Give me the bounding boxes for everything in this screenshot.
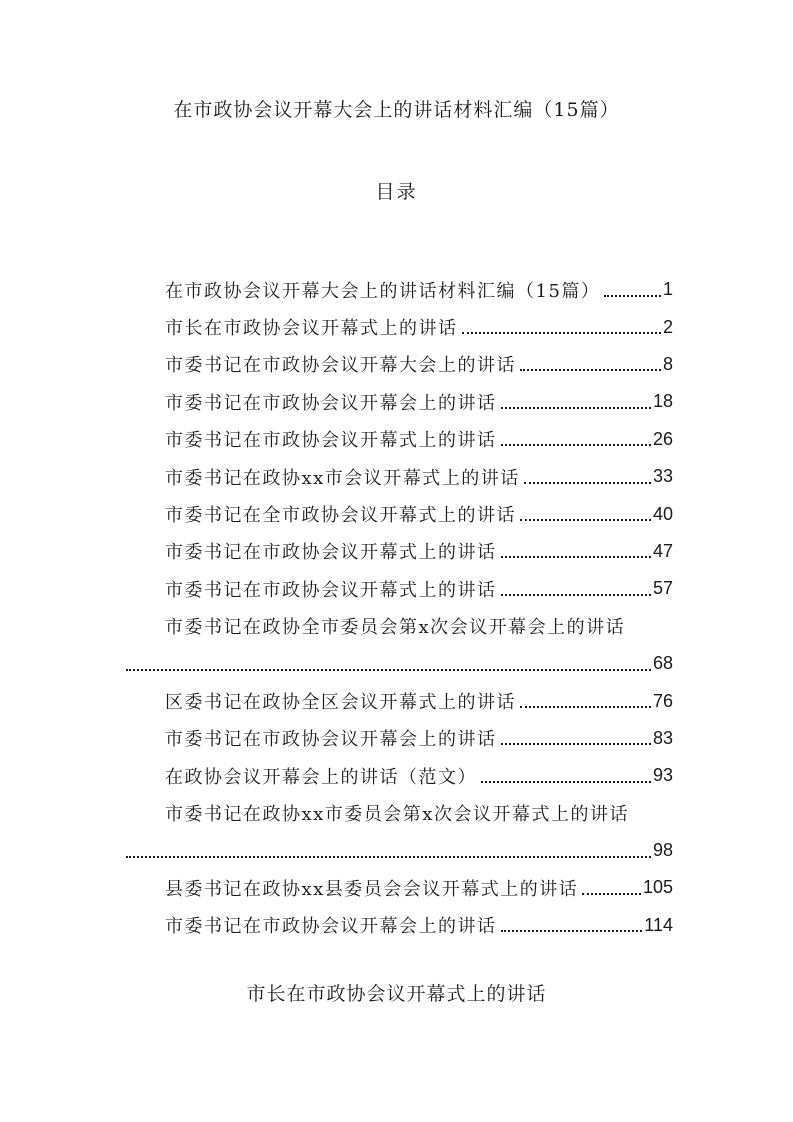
toc-entry[interactable] [122, 308, 673, 345]
toc-leader-dots [582, 893, 641, 895]
toc-entry[interactable] [122, 757, 673, 794]
toc-heading: 目录 [375, 181, 418, 203]
toc-leader-dots [501, 444, 651, 446]
toc-leader-dots [481, 781, 651, 783]
toc-entry-title: 市委书记在市政协会议开幕式上的讲话 [165, 579, 497, 601]
toc-leader-dots [520, 369, 661, 371]
toc-entry[interactable] [122, 421, 673, 458]
toc-leader-dots [520, 519, 651, 521]
toc-entry[interactable] [122, 383, 673, 420]
toc-entry-title: 市委书记在政协xx市委员会第x次会议开幕式上的讲话 [165, 804, 629, 826]
toc-page-number: 98 [652, 840, 673, 861]
toc-page-number: 114 [644, 914, 673, 935]
toc-entry-title: 县委书记在政协xx县委员会会议开幕式上的讲话 [165, 878, 579, 900]
toc-page-number: 47 [652, 540, 673, 561]
toc-page-number: 1 [662, 279, 673, 300]
toc-page-number: 33 [652, 466, 673, 487]
toc-leader-dots [604, 295, 661, 297]
table-of-contents [122, 271, 673, 944]
toc-leader-dots [126, 856, 651, 858]
toc-entry-title: 市委书记在市政协会议开幕式上的讲话 [165, 430, 497, 452]
toc-entry-title: 市委书记在政协xx市会议开幕式上的讲话 [165, 467, 520, 489]
toc-page-number: 40 [652, 503, 673, 524]
toc-entry[interactable] [122, 682, 673, 719]
toc-entry[interactable] [122, 608, 673, 683]
toc-leader-dots [524, 482, 651, 484]
toc-entry-title: 在政协会议开幕会上的讲话（范文） [165, 766, 477, 788]
toc-entry[interactable] [122, 570, 673, 607]
toc-entry[interactable] [122, 495, 673, 532]
toc-page-number: 8 [662, 353, 673, 374]
toc-page-number: 83 [652, 727, 673, 748]
section-heading: 市长在市政协会议开幕式上的讲话 [246, 983, 547, 1005]
toc-entry-title: 市委书记在全市政协会议开幕式上的讲话 [165, 505, 516, 527]
toc-leader-dots [126, 669, 651, 671]
toc-entry[interactable] [122, 869, 673, 906]
toc-entry[interactable] [122, 346, 673, 383]
toc-leader-dots [520, 706, 651, 708]
toc-entry[interactable] [122, 458, 673, 495]
toc-leader-dots [501, 743, 651, 745]
toc-page-number: 93 [652, 765, 673, 786]
document-title: 在市政协会议开幕大会上的讲话材料汇编（15篇） [173, 99, 620, 121]
toc-entry-title: 区委书记在政协全区会议开幕式上的讲话 [165, 692, 516, 713]
toc-entry[interactable] [122, 907, 673, 944]
toc-entry-title: 市委书记在市政协会议开幕大会上的讲话 [165, 355, 516, 377]
toc-entry-title: 市委书记在市政协会议开幕式上的讲话 [165, 542, 497, 564]
toc-page-number: 2 [662, 316, 673, 337]
toc-entry-title: 市委书记在市政协会议开幕会上的讲话 [165, 729, 497, 751]
toc-leader-dots [501, 556, 651, 558]
toc-page-number: 57 [652, 578, 673, 599]
toc-entry[interactable] [122, 794, 673, 869]
toc-entry-title: 市委书记在市政协会议开幕会上的讲话 [165, 392, 497, 414]
toc-entry[interactable] [122, 271, 673, 308]
toc-page-number: 18 [652, 391, 673, 412]
toc-page-number: 105 [642, 877, 673, 898]
toc-leader-dots [501, 594, 651, 596]
toc-leader-dots [501, 407, 651, 409]
toc-entry-title: 市委书记在政协全市委员会第x次会议开幕会上的讲话 [165, 617, 626, 639]
toc-page-number: 76 [652, 690, 673, 711]
toc-page-number: 68 [652, 653, 673, 674]
toc-entry-title: 市委书记在市政协会议开幕会上的讲话 [165, 916, 497, 938]
toc-entry[interactable] [122, 720, 673, 757]
toc-entry[interactable] [122, 533, 673, 570]
toc-leader-dots [462, 332, 661, 334]
toc-leader-dots [501, 930, 643, 932]
toc-entry-title: 在市政协会议开幕大会上的讲话材料汇编（15篇） [165, 280, 601, 302]
toc-page-number: 26 [652, 428, 673, 449]
toc-entry-title: 市长在市政协会议开幕式上的讲话 [165, 318, 458, 340]
